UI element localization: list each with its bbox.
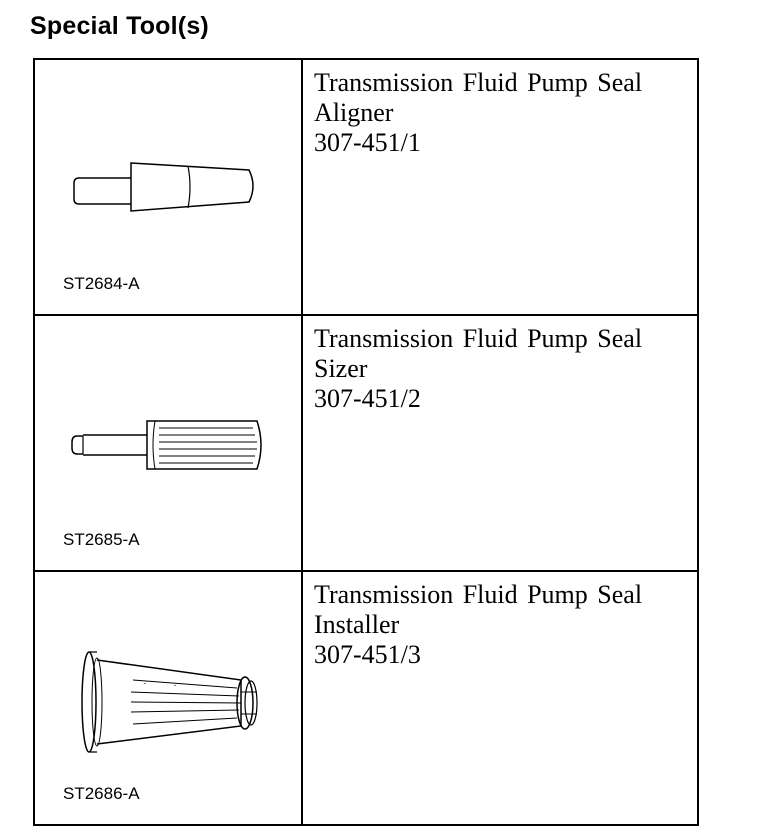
tool-name-continued: Sizer (314, 354, 368, 383)
tool-illustration-cell (35, 60, 303, 316)
tool-name-continued: Installer (314, 610, 400, 639)
special-tools-table (33, 58, 699, 826)
tool-description-cell (303, 316, 697, 572)
tool-name: Transmission Fluid Pump Seal (314, 580, 643, 609)
tool-number: 307-451/1 (314, 128, 421, 157)
illustration-code: ST2685-A (63, 530, 140, 549)
tool-name: Transmission Fluid Pump Seal (314, 324, 643, 353)
illustration-code: ST2684-A (63, 274, 140, 293)
seal-aligner-icon (71, 160, 261, 216)
tool-name: Transmission Fluid Pump Seal (314, 68, 643, 97)
seal-sizer-icon (69, 416, 269, 474)
illustration-code: ST2686-A (63, 784, 140, 803)
seal-installer-icon (75, 644, 275, 764)
tool-description-cell (303, 572, 697, 824)
tool-number: 307-451/3 (314, 640, 421, 669)
tool-name-continued: Aligner (314, 98, 394, 127)
page-title: Special Tool(s) (30, 12, 209, 40)
tool-description-cell (303, 60, 697, 316)
tool-illustration-cell (35, 572, 303, 824)
tool-number: 307-451/2 (314, 384, 421, 413)
tool-illustration-cell (35, 316, 303, 572)
